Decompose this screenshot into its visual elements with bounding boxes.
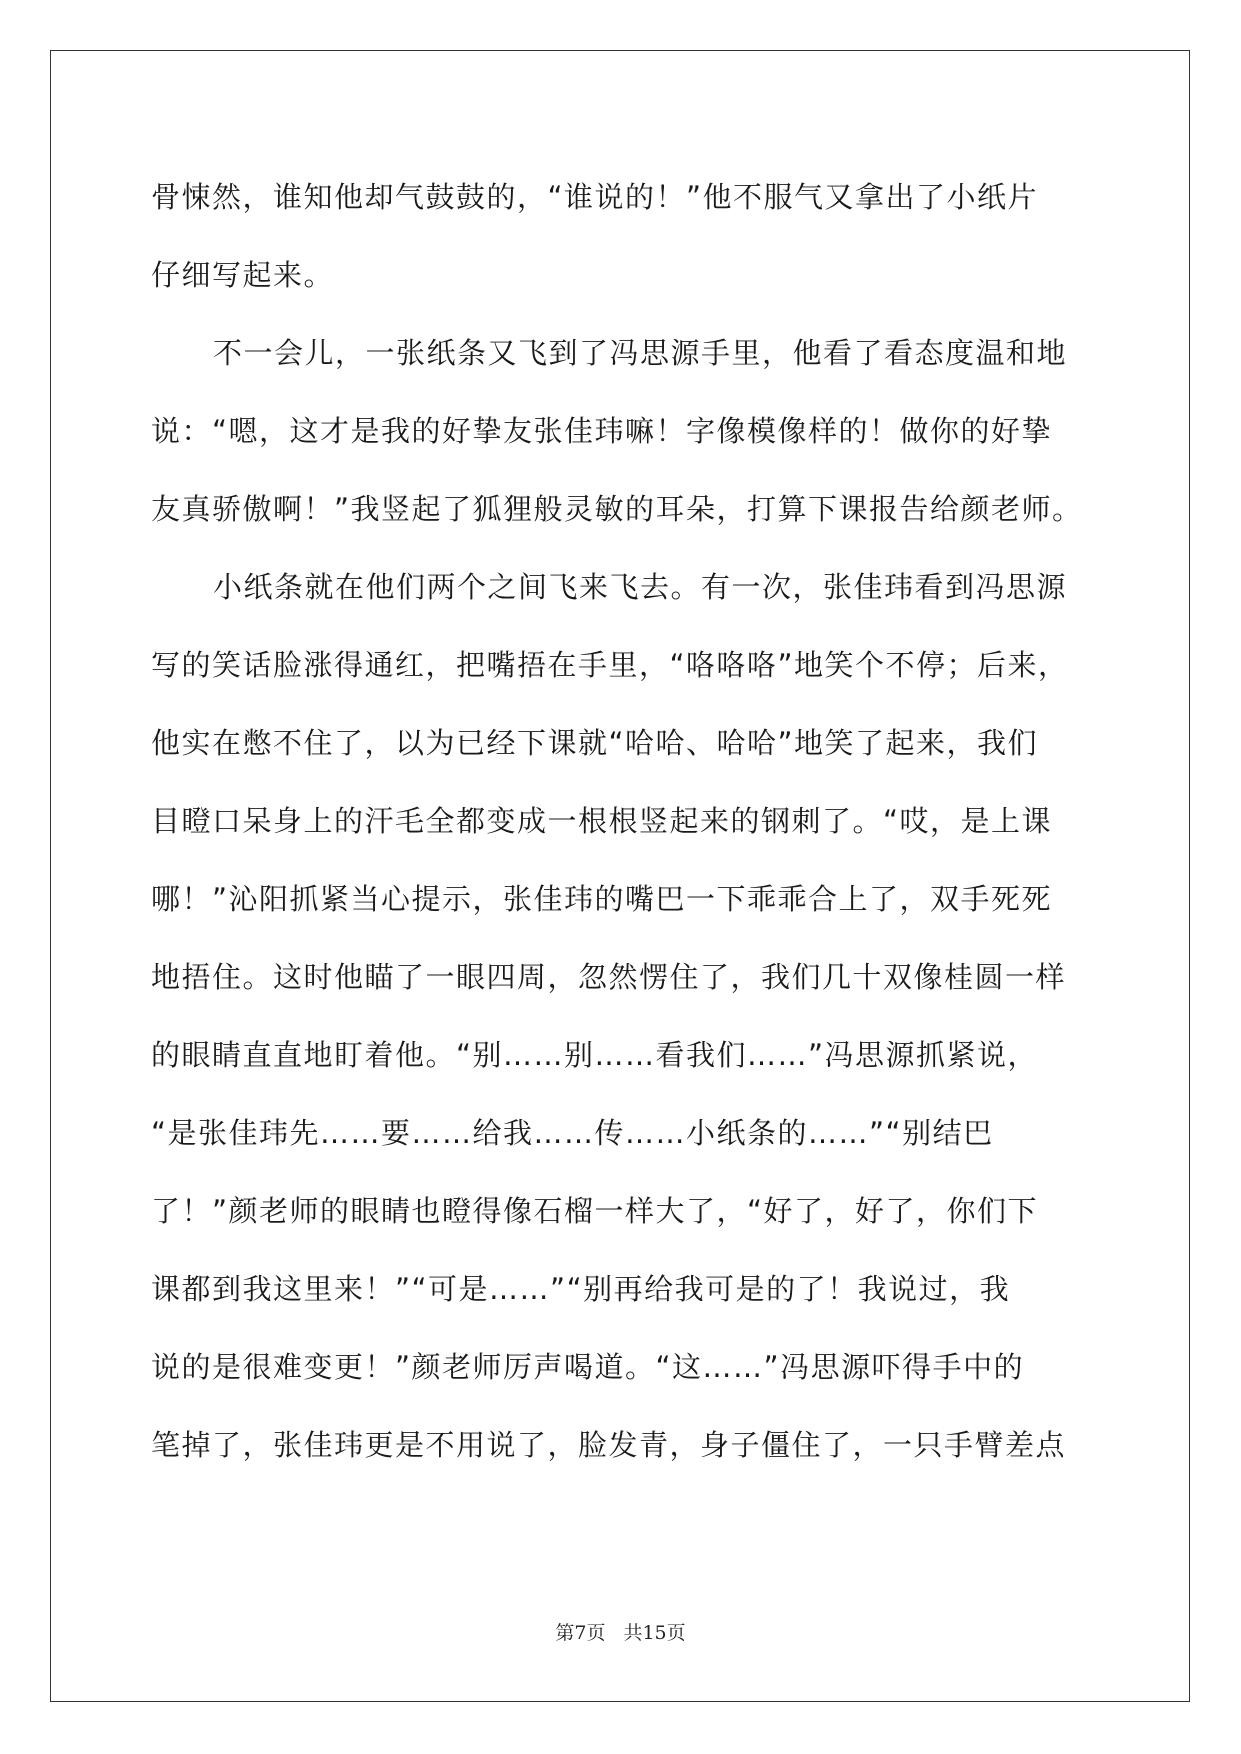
- paragraph-start-line: 不一会儿，一张纸条又飞到了冯思源手里，他看了看态度温和地: [213, 336, 1068, 370]
- text-line: “是张佳玮先……要……给我……传……小纸条的……”“别结巴: [151, 1116, 994, 1150]
- text-line: 哪！”沁阳抓紧当心提示，张佳玮的嘴巴一下乖乖合上了，双手死死: [151, 882, 1053, 916]
- page-footer: [0, 1618, 1241, 1645]
- text-line: 写的笑话脸涨得通红，把嘴捂在手里，“咯咯咯”地笑个不停；后来，: [151, 648, 1069, 682]
- text-line: 的眼睛直直地盯着他。“别……别……看我们……”冯思源抓紧说，: [151, 1038, 1039, 1072]
- text-line: 骨悚然，谁知他却气鼓鼓的，“谁说的！”他不服气又拿出了小纸片: [151, 180, 1039, 214]
- text-line: 仔细写起来。: [151, 258, 335, 292]
- page-number-total: 共15页: [623, 1622, 686, 1644]
- text-line: 友真骄傲啊！”我竖起了狐狸般灵敏的耳朵，打算下课报告给颜老师。: [151, 492, 1083, 526]
- page-number-current: 第7页: [555, 1622, 606, 1644]
- text-line: 目瞪口呆身上的汗毛全都变成一根根竖起来的钢刺了。“哎，是上课: [151, 804, 1053, 838]
- text-line: 了！”颜老师的眼睛也瞪得像石榴一样大了，“好了，好了，你们下: [151, 1194, 1039, 1228]
- document-body: [151, 158, 1091, 1484]
- paragraph-start-line: 小纸条就在他们两个之间飞来飞去。有一次，张佳玮看到冯思源: [213, 570, 1068, 604]
- text-line: 说：“嗯，这才是我的好挚友张佳玮嘛！字像模像样的！做你的好挚: [151, 414, 1053, 448]
- text-line: 说的是很难变更！”颜老师厉声喝道。“这……”冯思源吓得手中的: [151, 1350, 1025, 1384]
- text-line: 他实在憋不住了，以为已经下课就“哈哈、哈哈”地笑了起来，我们: [151, 726, 1039, 760]
- text-line: 课都到我这里来！”“可是……”“别再给我可是的了！我说过，我: [151, 1272, 1011, 1306]
- text-line: 地捂住。这时他瞄了一眼四周，忽然愣住了，我们几十双像桂圆一样: [151, 960, 1067, 994]
- text-line: 笔掉了，张佳玮更是不用说了，脸发青，身子僵住了，一只手臂差点: [151, 1428, 1067, 1462]
